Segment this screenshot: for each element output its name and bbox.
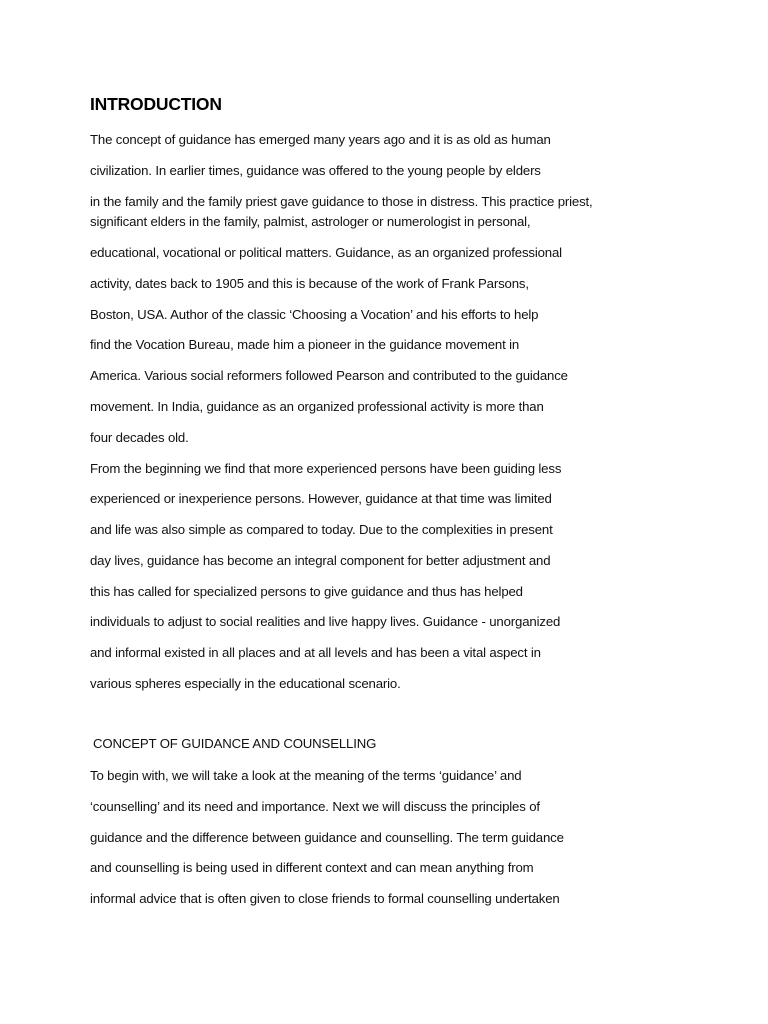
paragraph-line: and counselling is being used in different context and can mean anything from	[90, 860, 534, 875]
paragraph-line: Boston, USA. Author of the classic ‘Choosing a Vocation’ and his efforts to help	[90, 307, 539, 322]
paragraph-line: this has called for specialized persons to give guidance and thus has helped	[90, 584, 523, 599]
paragraph-line: and informal existed in all places and at all levels and has been a vital aspect in	[90, 645, 541, 660]
paragraph-line: and life was also simple as compared to today. Due to the complexities in present	[90, 522, 553, 537]
paragraph-line: movement. In India, guidance as an organized professional activity is more than	[90, 399, 544, 414]
paragraph-line: in the family and the family priest gave guidance to those in distress. This practice priest,	[90, 194, 593, 209]
paragraph-line: activity, dates back to 1905 and this is because of the work of Frank Parsons,	[90, 276, 529, 291]
paragraph-line: ‘counselling’ and its need and importance. Next we will discuss the principles of	[90, 799, 540, 814]
paragraph-line: To begin with, we will take a look at the meaning of the terms ‘guidance’ and	[90, 768, 522, 783]
paragraph-line: significant elders in the family, palmist, astrologer or numerologist in personal,	[90, 214, 531, 229]
paragraph-line: informal advice that is often given to close friends to formal counselling undertaken	[90, 891, 560, 906]
paragraph-line: educational, vocational or political matters. Guidance, as an organized professional	[90, 245, 562, 260]
paragraph-line: day lives, guidance has become an integral component for better adjustment and	[90, 553, 551, 568]
paragraph-line: guidance and the difference between guidance and counselling. The term guidance	[90, 830, 564, 845]
paragraph-line: experienced or inexperience persons. However, guidance at that time was limited	[90, 491, 552, 506]
paragraph-line: America. Various social reformers followed Pearson and contributed to the guidance	[90, 368, 568, 383]
section-heading-concept: CONCEPT OF GUIDANCE AND COUNSELLING	[93, 736, 377, 751]
paragraph-line: From the beginning we find that more experienced persons have been guiding less	[90, 461, 562, 476]
paragraph-line: find the Vocation Bureau, made him a pioneer in the guidance movement in	[90, 337, 520, 352]
paragraph-line: civilization. In earlier times, guidance was offered to the young people by elders	[90, 163, 541, 178]
paragraph-line: individuals to adjust to social realities and live happy lives. Guidance - unorganized	[90, 614, 561, 629]
section-heading-introduction: INTRODUCTION	[90, 94, 222, 114]
paragraph-line: various spheres especially in the educational scenario.	[90, 676, 401, 691]
paragraph-line: four decades old.	[90, 430, 189, 445]
paragraph-line: The concept of guidance has emerged many years ago and it is as old as human	[90, 132, 551, 147]
